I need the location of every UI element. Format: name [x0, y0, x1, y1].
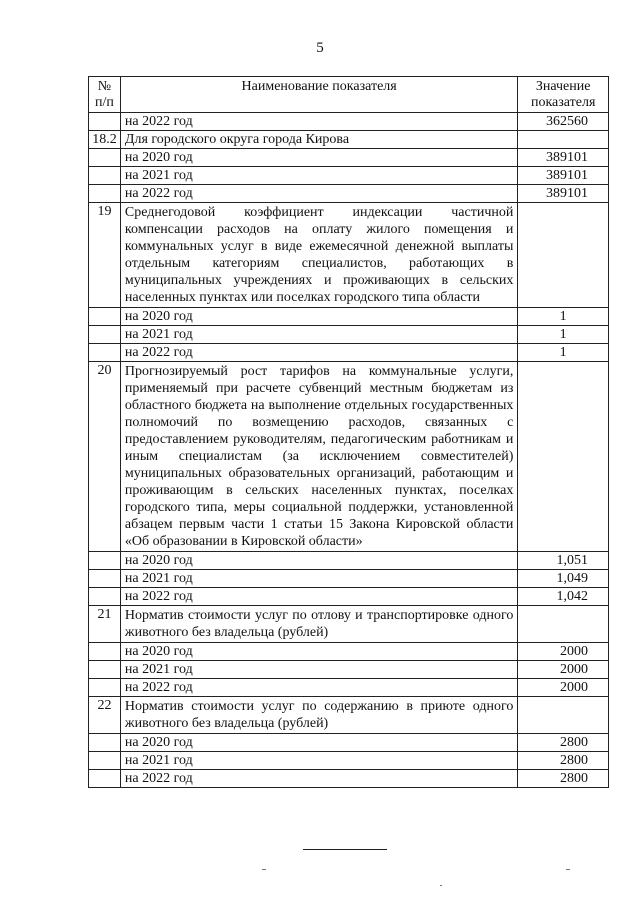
row-indicator-name: на 2022 год [120, 185, 517, 203]
table-header-row [89, 77, 609, 113]
row-number [89, 588, 121, 606]
table-row [89, 752, 609, 770]
table-row [89, 203, 609, 308]
row-indicator-value: 1 [518, 344, 609, 362]
row-number [89, 344, 121, 362]
row-indicator-value: 1,051 [518, 552, 609, 570]
row-indicator-value [518, 131, 609, 149]
row-number [89, 734, 121, 752]
header-indicator-name: Наименование показателя [120, 77, 517, 113]
row-indicator-value: 2000 [518, 643, 609, 661]
row-indicator-name: на 2022 год [120, 679, 517, 697]
table-row [89, 588, 609, 606]
row-indicator-name: на 2022 год [120, 344, 517, 362]
row-number [89, 570, 121, 588]
table-row [89, 661, 609, 679]
row-indicator-value [518, 362, 609, 552]
row-indicator-value [518, 697, 609, 734]
row-number [89, 679, 121, 697]
header-number: № п/п [89, 77, 121, 113]
row-number [89, 661, 121, 679]
row-indicator-name: Прогнозируемый рост тарифов на коммунальные услуги, применяемый при расчете субвенций местным бюджетам из областного бюджета на выполнение отдельных государственных полномочий по возмещению расходов, связанных с предоставлением руководителям, педагогическим работникам и иным специалистам (за исключением совместителей) муниципальных образовательных организаций, работающим и проживающим в сельских населенных пунктах, поселках городского типа, меры социальной поддержки, установленной абзацем первым части 1 статьи 15 Закона Кировской области «Об образовании в Кировской области» [120, 362, 517, 552]
table-row [89, 185, 609, 203]
row-indicator-value: 1,049 [518, 570, 609, 588]
table-row [89, 570, 609, 588]
table-row [89, 643, 609, 661]
table-row [89, 131, 609, 149]
row-indicator-name: Норматив стоимости услуг по отлову и транспортировке одного животного без владельца (рублей) [120, 606, 517, 643]
row-number [89, 185, 121, 203]
row-indicator-name: на 2020 год [120, 308, 517, 326]
row-number [89, 552, 121, 570]
row-indicator-value: 2000 [518, 679, 609, 697]
row-indicator-name: на 2021 год [120, 661, 517, 679]
table-row [89, 606, 609, 643]
row-number [89, 113, 121, 131]
row-indicator-name: Среднегодовой коэффициент индексации частичной компенсации расходов на оплату жилого помещения и коммунальных услуг в виде ежемесячной денежной выплаты отдельным категориям специалистов, работающих в муниципальных учреждениях и проживающих в сельских населенных пунктах или поселках городского типа области [120, 203, 517, 308]
row-number: 20 [89, 362, 121, 552]
row-indicator-value: 2000 [518, 661, 609, 679]
row-indicator-value: 389101 [518, 167, 609, 185]
row-indicator-value: 389101 [518, 149, 609, 167]
row-indicator-name: на 2021 год [120, 326, 517, 344]
row-indicator-name: на 2020 год [120, 149, 517, 167]
row-indicator-value: 1,042 [518, 588, 609, 606]
row-indicator-name: на 2020 год [120, 643, 517, 661]
row-indicator-name: на 2021 год [120, 167, 517, 185]
row-indicator-value: 1 [518, 326, 609, 344]
row-number: 18.2 [89, 131, 121, 149]
table-row [89, 326, 609, 344]
row-indicator-value: 2800 [518, 770, 609, 788]
row-number [89, 167, 121, 185]
table-row [89, 167, 609, 185]
closing-rule [303, 849, 387, 850]
row-indicator-name: на 2021 год [120, 752, 517, 770]
page-number: 5 [316, 40, 324, 56]
row-number: 21 [89, 606, 121, 643]
table-body [89, 113, 609, 788]
indicators-table [88, 76, 609, 788]
row-indicator-value: 2800 [518, 752, 609, 770]
row-indicator-value: 362560 [518, 113, 609, 131]
row-indicator-value [518, 606, 609, 643]
table-row [89, 679, 609, 697]
row-number: 22 [89, 697, 121, 734]
row-indicator-name: на 2021 год [120, 570, 517, 588]
row-indicator-value: 389101 [518, 185, 609, 203]
table-row [89, 344, 609, 362]
table-row [89, 734, 609, 752]
table-row [89, 362, 609, 552]
row-number [89, 643, 121, 661]
table-row [89, 770, 609, 788]
table-row [89, 113, 609, 131]
row-number [89, 308, 121, 326]
row-indicator-value [518, 203, 609, 308]
row-number [89, 149, 121, 167]
row-indicator-name: на 2020 год [120, 552, 517, 570]
scan-speck [262, 869, 266, 870]
scan-speck [566, 869, 570, 870]
table-row [89, 308, 609, 326]
row-number [89, 770, 121, 788]
row-number [89, 752, 121, 770]
row-indicator-name: на 2022 год [120, 770, 517, 788]
row-indicator-value: 2800 [518, 734, 609, 752]
row-number [89, 326, 121, 344]
scan-speck [440, 885, 442, 886]
row-indicator-name: Норматив стоимости услуг по содержанию в приюте одного животного без владельца (рублей) [120, 697, 517, 734]
row-indicator-value: 1 [518, 308, 609, 326]
row-indicator-name: на 2022 год [120, 113, 517, 131]
table-row [89, 697, 609, 734]
row-indicator-name: Для городского округа города Кирова [120, 131, 517, 149]
table-row [89, 149, 609, 167]
row-number: 19 [89, 203, 121, 308]
row-indicator-name: на 2020 год [120, 734, 517, 752]
table-row [89, 552, 609, 570]
header-indicator-value: Значение показателя [518, 77, 609, 113]
row-indicator-name: на 2022 год [120, 588, 517, 606]
